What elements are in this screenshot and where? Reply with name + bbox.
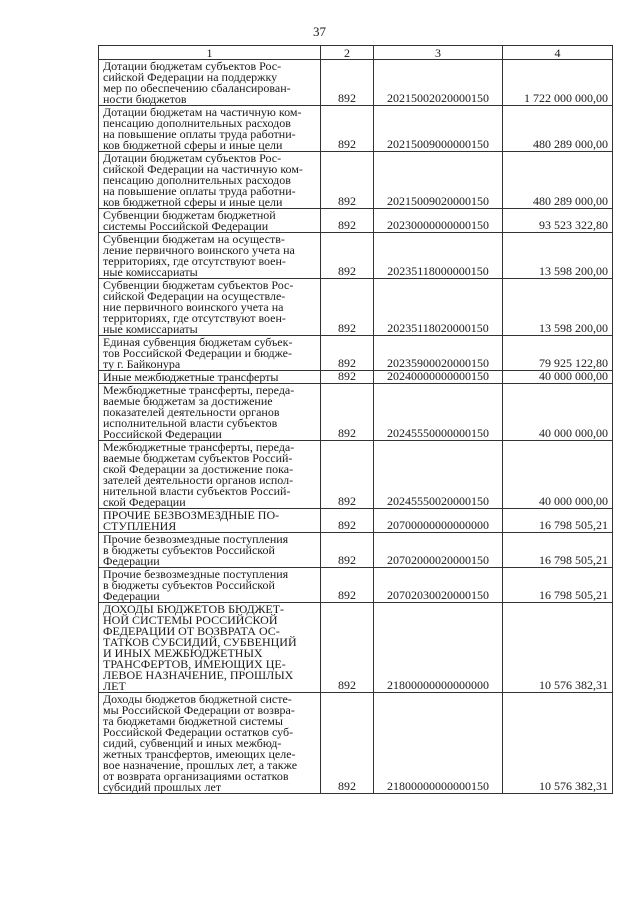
description-line: тов Российской Федерации и бюдже- [103, 346, 293, 360]
row-admin-code: 892 [321, 533, 374, 568]
row-description [99, 106, 321, 152]
row-budget-code: 20215002020000150 [374, 60, 503, 106]
row-amount: 13 598 200,00 [503, 279, 613, 336]
description-line: пенсацию дополнительных расходов [103, 116, 291, 130]
row-description [99, 233, 321, 279]
description-line: Межбюджетные трансферты, переда- [103, 383, 295, 397]
row-budget-code: 20235900020000150 [374, 336, 503, 371]
row-budget-code: 20240000000000150 [374, 371, 503, 384]
description-line: Российской Федерации остатков суб- [103, 725, 294, 739]
row-admin-code: 892 [321, 603, 374, 693]
row-budget-code: 21800000000000150 [374, 693, 503, 794]
table-row [99, 693, 613, 794]
table-header-row [99, 46, 613, 60]
table-row [99, 509, 613, 533]
description-line: Федерации [103, 554, 160, 568]
description-line: субсидий прошлых лет [103, 780, 222, 794]
description-line: ЛЕВОЕ НАЗНАЧЕНИЕ, ПРОШЛЫХ [103, 668, 294, 682]
row-description [99, 371, 321, 384]
table-row [99, 209, 613, 233]
row-budget-code: 20702000020000150 [374, 533, 503, 568]
description-line: вое назначение, прошлых лет, а также [103, 758, 298, 772]
table-row [99, 441, 613, 509]
table-row [99, 336, 613, 371]
description-line: ПРОЧИЕ БЕЗВОЗМЕЗДНЫЕ ПО- [103, 508, 280, 522]
description-line: ТРАНСФЕРТОВ, ИМЕЮЩИХ ЦЕ- [103, 657, 286, 671]
table-row [99, 152, 613, 209]
row-budget-code: 21800000000000000 [374, 603, 503, 693]
row-amount: 13 598 200,00 [503, 233, 613, 279]
row-description [99, 384, 321, 441]
page-number: 37 [313, 24, 326, 39]
row-admin-code: 892 [321, 152, 374, 209]
description-line: на повышение оплаты труда работни- [103, 184, 296, 198]
row-description [99, 209, 321, 233]
row-budget-code: 20230000000000150 [374, 209, 503, 233]
description-line: в бюджеты субъектов Российской [103, 578, 275, 592]
description-line: Дотации бюджетам на частичную ком- [103, 105, 302, 119]
description-line: Субвенции бюджетам бюджетной [103, 208, 276, 222]
row-admin-code: 892 [321, 106, 374, 152]
table-row [99, 233, 613, 279]
column-header: 4 [503, 46, 613, 60]
description-line: зателей деятельности органов испол- [103, 473, 294, 487]
row-admin-code: 892 [321, 568, 374, 603]
table-row [99, 371, 613, 384]
description-line: системы Российской Федерации [103, 219, 269, 233]
row-description [99, 336, 321, 371]
description-line: Межбюджетные трансферты, переда- [103, 440, 295, 454]
row-amount: 93 523 322,80 [503, 209, 613, 233]
row-budget-code: 20245550020000150 [374, 441, 503, 509]
row-amount: 16 798 505,21 [503, 533, 613, 568]
description-line: ТАТКОВ СУБСИДИЙ, СУБВЕНЦИЙ [103, 635, 297, 649]
description-line: Единая субвенция бюджетам субъек- [103, 335, 293, 349]
description-line: Доходы бюджетов бюджетной систе- [103, 692, 292, 706]
description-line: ление первичного воинского учета на [103, 243, 295, 257]
row-description [99, 441, 321, 509]
description-line: ков бюджетной сферы и иные цели [103, 138, 283, 152]
row-description [99, 509, 321, 533]
description-line: ваемые бюджетам за достижение [103, 394, 273, 408]
description-line: на повышение оплаты труда работни- [103, 127, 296, 141]
description-line: Прочие безвозмездные поступления [103, 567, 289, 581]
description-line: Субвенции бюджетам на осуществ- [103, 232, 285, 246]
row-admin-code: 892 [321, 371, 374, 384]
table-row [99, 106, 613, 152]
description-line: территориях, где отсутствуют воен- [103, 311, 286, 325]
description-line: ской Федерации [103, 495, 186, 509]
description-line: та бюджетами бюджетной системы [103, 714, 283, 728]
row-description [99, 603, 321, 693]
row-amount: 480 289 000,00 [503, 152, 613, 209]
description-line: ЛЕТ [103, 679, 126, 693]
description-line: Иные межбюджетные трансферты [103, 370, 279, 384]
row-budget-code: 20245550000000150 [374, 384, 503, 441]
column-header: 2 [321, 46, 374, 60]
table-row [99, 533, 613, 568]
description-line: Федерации [103, 589, 160, 603]
row-admin-code: 892 [321, 209, 374, 233]
description-line: ные комиссариаты [103, 322, 198, 336]
row-description [99, 60, 321, 106]
row-description [99, 152, 321, 209]
row-amount: 16 798 505,21 [503, 568, 613, 603]
row-admin-code: 892 [321, 693, 374, 794]
description-line: Прочие безвозмездные поступления [103, 532, 289, 546]
column-header: 1 [99, 46, 321, 60]
description-line: ние первичного воинского учета на [103, 300, 284, 314]
description-line: СТУПЛЕНИЯ [103, 519, 177, 533]
table-row [99, 603, 613, 693]
row-description [99, 568, 321, 603]
description-line: жетных трансфертов, имеющих целе- [103, 747, 296, 761]
description-line: Дотации бюджетам субъектов Рос- [103, 151, 282, 165]
row-admin-code: 892 [321, 336, 374, 371]
row-amount: 10 576 382,31 [503, 693, 613, 794]
description-line: ков бюджетной сферы и иные цели [103, 195, 283, 209]
row-amount: 79 925 122,80 [503, 336, 613, 371]
description-line: ФЕДЕРАЦИИ ОТ ВОЗВРАТА ОС- [103, 624, 280, 638]
description-line: Российской Федерации [103, 427, 222, 441]
row-amount: 40 000 000,00 [503, 384, 613, 441]
table-row [99, 568, 613, 603]
description-line: ности бюджетов [103, 92, 187, 106]
row-amount: 10 576 382,31 [503, 603, 613, 693]
description-line: показателей деятельности органов [103, 405, 280, 419]
column-header: 3 [374, 46, 503, 60]
row-budget-code: 20215009000000150 [374, 106, 503, 152]
row-budget-code: 20702030020000150 [374, 568, 503, 603]
description-line: НОЙ СИСТЕМЫ РОССИЙСКОЙ [103, 613, 278, 627]
row-admin-code: 892 [321, 509, 374, 533]
description-line: мы Российской Федерации от возвра- [103, 703, 295, 717]
row-admin-code: 892 [321, 441, 374, 509]
table-row [99, 60, 613, 106]
description-line: ту г. Байконура [103, 357, 181, 371]
description-line: пенсацию дополнительных расходов [103, 173, 291, 187]
description-line: Субвенции бюджетам субъектов Рос- [103, 278, 294, 292]
description-line: сийской Федерации на частичную ком- [103, 162, 303, 176]
row-budget-code: 20215009020000150 [374, 152, 503, 209]
row-admin-code: 892 [321, 279, 374, 336]
description-line: территориях, где отсутствуют воен- [103, 254, 286, 268]
row-budget-code: 20235118020000150 [374, 279, 503, 336]
description-line: И ИНЫХ МЕЖБЮДЖЕТНЫХ [103, 646, 263, 660]
row-description [99, 279, 321, 336]
row-budget-code: 20700000000000000 [374, 509, 503, 533]
description-line: мер по обеспечению сбалансирован- [103, 81, 291, 95]
row-amount: 480 289 000,00 [503, 106, 613, 152]
description-line: нительной власти субъектов Россий- [103, 484, 291, 498]
row-admin-code: 892 [321, 233, 374, 279]
row-description [99, 533, 321, 568]
row-amount: 40 000 000,00 [503, 441, 613, 509]
row-budget-code: 20235118000000150 [374, 233, 503, 279]
description-line: ные комиссариаты [103, 265, 198, 279]
description-line: ваемые бюджетам субъектов Россий- [103, 451, 293, 465]
table-body [99, 60, 613, 794]
description-line: ДОХОДЫ БЮДЖЕТОВ БЮДЖЕТ- [103, 602, 285, 616]
table-row [99, 384, 613, 441]
description-line: Дотации бюджетам субъектов Рос- [103, 59, 282, 73]
row-admin-code: 892 [321, 60, 374, 106]
row-amount: 1 722 000 000,00 [503, 60, 613, 106]
description-line: исполнительной власти субъектов [103, 416, 278, 430]
description-line: сийской Федерации на поддержку [103, 70, 278, 84]
row-admin-code: 892 [321, 384, 374, 441]
row-amount: 16 798 505,21 [503, 509, 613, 533]
revenue-table [98, 45, 613, 794]
description-line: сийской Федерации на осуществле- [103, 289, 286, 303]
row-amount: 40 000 000,00 [503, 371, 613, 384]
row-description [99, 693, 321, 794]
table-row [99, 279, 613, 336]
description-line: в бюджеты субъектов Российской [103, 543, 275, 557]
description-line: сидий, субвенций и иных межбюд- [103, 736, 282, 750]
description-line: ской Федерации за достижение пока- [103, 462, 294, 476]
description-line: от возврата организациями остатков [103, 769, 289, 783]
